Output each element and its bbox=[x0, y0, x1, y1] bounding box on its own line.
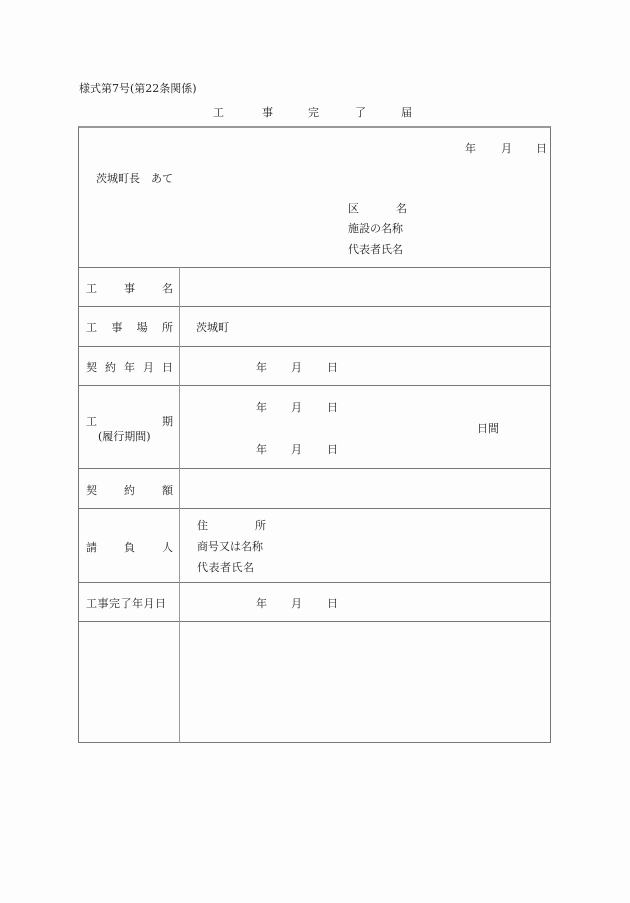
column-divider bbox=[179, 267, 180, 743]
row-divider bbox=[78, 385, 551, 386]
contract-amount-field[interactable] bbox=[196, 482, 546, 498]
construction-location-field[interactable]: 茨城町 bbox=[196, 321, 229, 334]
year-label: 年 bbox=[256, 361, 267, 374]
year-label: 年 bbox=[465, 142, 476, 155]
completion-date-label: 工事完了年月日 bbox=[86, 597, 167, 610]
address-label-char: 所 bbox=[255, 519, 266, 532]
year-label: 年 bbox=[256, 401, 267, 414]
row-divider bbox=[78, 582, 551, 583]
construction-location-label: 工 事 場 所 bbox=[86, 321, 173, 334]
construction-period-label: 工 期 bbox=[86, 415, 173, 428]
blank-label-cell bbox=[86, 630, 174, 730]
row-divider bbox=[78, 621, 551, 622]
title-char: 事 bbox=[262, 106, 273, 119]
contractor-representative-label: 代 表 者 氏 名 bbox=[197, 561, 253, 574]
row-divider bbox=[78, 508, 551, 509]
form-number: 様式第7号(第22条関係) bbox=[79, 82, 197, 95]
month-label: 月 bbox=[291, 443, 302, 456]
day-label: 日 bbox=[327, 401, 338, 414]
title-char: 完 bbox=[308, 106, 319, 119]
days-label: 日間 bbox=[477, 422, 499, 435]
representative-label: 代表者氏名 bbox=[348, 243, 403, 256]
day-label: 日 bbox=[327, 361, 338, 374]
year-label: 年 bbox=[256, 443, 267, 456]
contractor-label: 請 負 人 bbox=[86, 541, 173, 554]
month-label: 月 bbox=[291, 401, 302, 414]
contract-date-label: 契 約 年 月 日 bbox=[86, 361, 173, 374]
addressee: 茨城町長 あて bbox=[96, 172, 173, 185]
row-divider bbox=[78, 267, 551, 268]
month-label: 月 bbox=[501, 142, 512, 155]
blank-remarks-field[interactable] bbox=[186, 630, 544, 730]
row-divider bbox=[78, 346, 551, 347]
title-char: 工 bbox=[213, 106, 224, 119]
facility-name-label: 施設の名称 bbox=[348, 222, 403, 235]
contract-amount-label: 契 約 額 bbox=[86, 484, 173, 497]
address-label-char: 住 bbox=[197, 519, 208, 532]
construction-name-field[interactable] bbox=[196, 280, 546, 296]
row-divider bbox=[78, 468, 551, 469]
month-label: 月 bbox=[291, 361, 302, 374]
day-label: 日 bbox=[327, 443, 338, 456]
district-label-char: 区 bbox=[348, 202, 359, 215]
performance-period-sublabel: (履行期間) bbox=[98, 430, 151, 443]
trade-name-label: 商号又は名称 bbox=[197, 540, 263, 553]
day-label: 日 bbox=[536, 142, 547, 155]
row-divider bbox=[78, 306, 551, 307]
title-char: 了 bbox=[355, 106, 366, 119]
month-label: 月 bbox=[291, 597, 302, 610]
district-label-char: 名 bbox=[396, 202, 407, 215]
year-label: 年 bbox=[256, 597, 267, 610]
title-char: 届 bbox=[401, 106, 412, 119]
construction-name-label: 工 事 名 bbox=[86, 282, 173, 295]
day-label: 日 bbox=[327, 597, 338, 610]
